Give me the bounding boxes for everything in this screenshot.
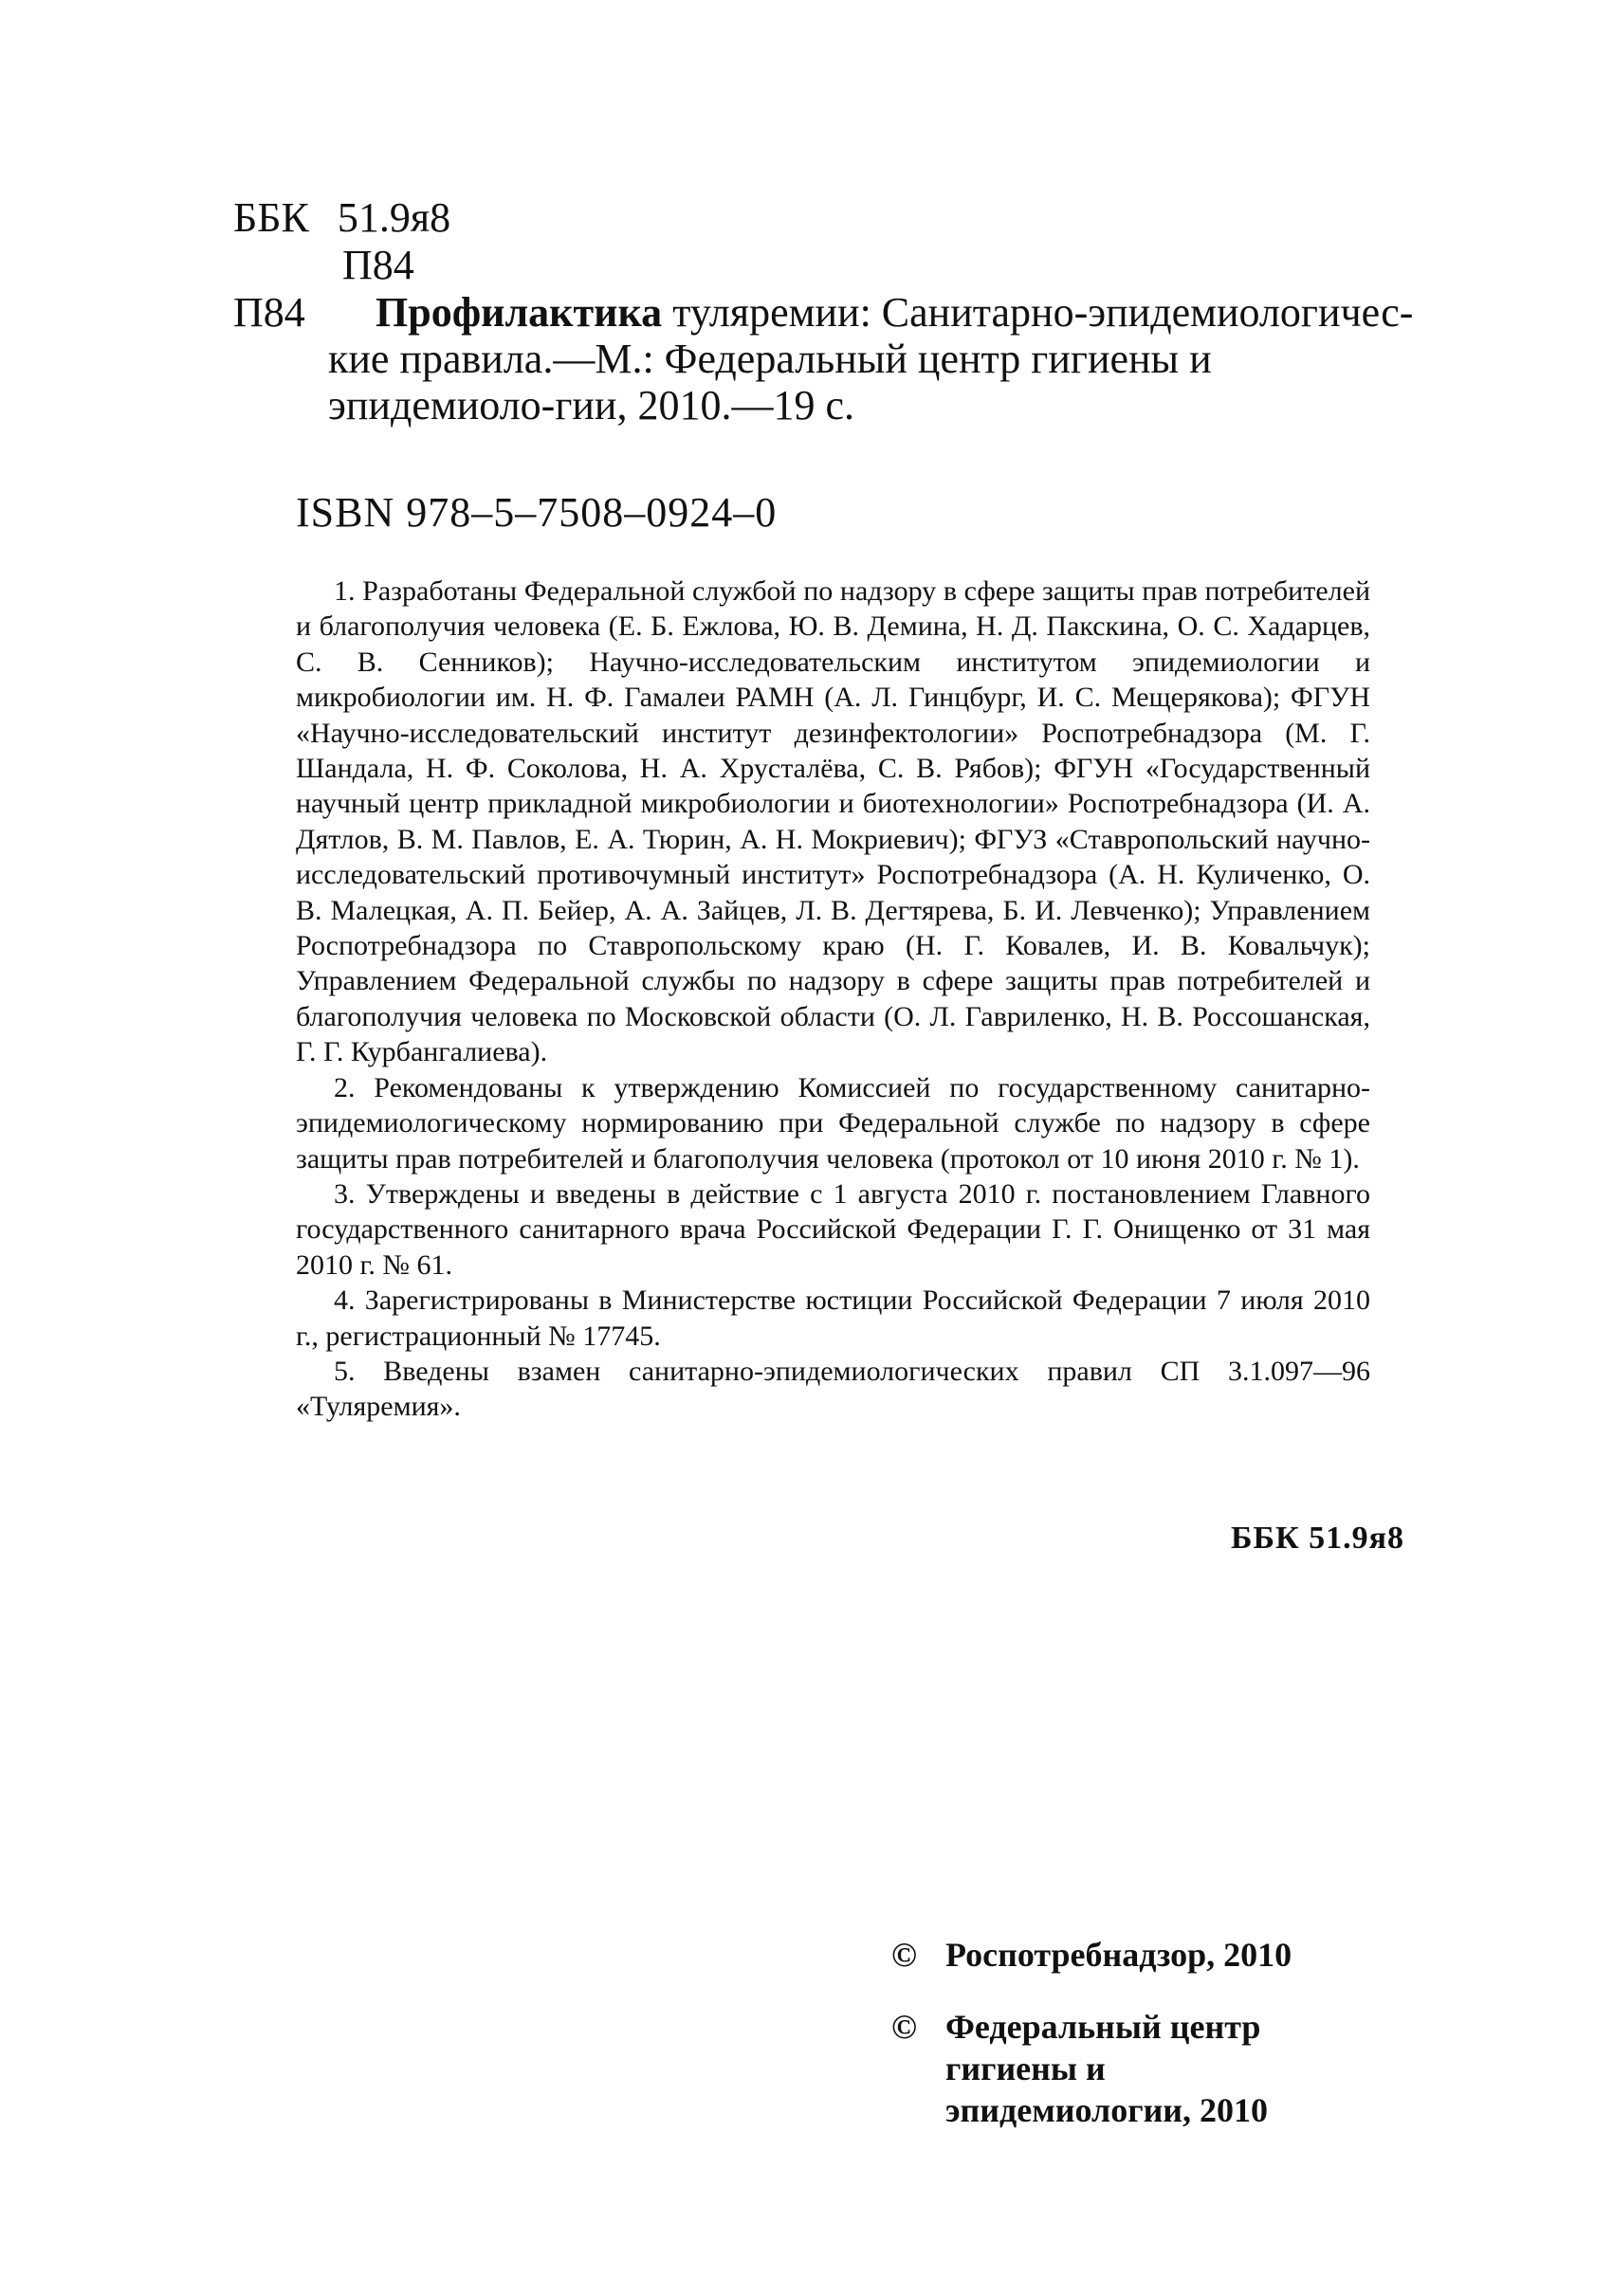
biblio-continuation: кие правила.—М.: Федеральный центр гигиены и эпидемиоло-гии, 2010.—19 с. [328, 336, 1212, 428]
bbk-block [233, 194, 450, 289]
note-item: 2. Рекомендованы к утверждению Комиссией по государственному санитарно-эпидемиологическому нормированию при Федеральной службе по надзору в сфере защиты прав потребителей и благополучия человека (протокол от 10 июня 2010 г. № 1). [296, 1071, 1370, 1175]
copyright-icon: © [891, 2008, 917, 2046]
bbk-code: 51.9я8 [337, 194, 451, 241]
notes-section [296, 574, 1370, 1425]
copyright-text: Роспотребнадзор, 2010 [945, 1936, 1292, 1974]
bibliographic-record [233, 289, 1414, 428]
bbk-label: ББК [233, 194, 309, 241]
biblio-index: П84 [233, 289, 305, 336]
copyright-text: Федеральный центр гигиены и эпидемиологии, 2010 [945, 2008, 1269, 2129]
note-item: 5. Введены взамен санитарно-эпидемиологических правил СП 3.1.097—96 «Туляремия». [296, 1355, 1370, 1423]
author-mark: П84 [342, 242, 414, 288]
copyright-icon: © [891, 1936, 917, 1974]
note-item: 3. Утверждены и введены в действие с 1 августа 2010 г. постановлением Главного государственного санитарного врача Российской Федерации Г. Г. Онищенко от 31 мая 2010 г. № 61. [296, 1177, 1370, 1281]
copyright-block [891, 1934, 1344, 2161]
copyright-line [891, 2006, 1344, 2131]
note-item: 4. Зарегистрированы в Министерстве юстиции Российской Федерации 7 июля 2010 г., регистрационный № 17745. [296, 1285, 1370, 1352]
copyright-line [891, 1934, 1344, 1976]
biblio-title-bold: Профилактика [376, 289, 663, 336]
bbk-right: ББК 51.9я8 [1230, 1521, 1404, 1556]
biblio-description [233, 289, 1414, 428]
note-item: 1. Разработаны Федеральной службой по надзору в сфере защиты прав потребителей и благополучия человека (Е. Б. Ежлова, Ю. В. Демина, Н. Д. Пакскина, О. С. Хадарцев, С. В. Сенников); Научно-исследовательским институтом эпидемиологии и микробиологии им. Н. Ф. Гамалеи РАМН (А. Л. Гинцбург, И. С. Мещерякова); ФГУН «Научно-исследовательский институт дезинфектологии» Роспотребнадзора (М. Г. Шандала, Н. Ф. Соколова, Н. А. Хрусталёва, С. В. Рябов); ФГУН «Государственный научный центр прикладной микробиологии и биотехнологии» Роспотребнадзора (И. А. Дятлов, В. М. Павлов, Е. А. Тюрин, А. Н. Мокриевич); ФГУЗ «Ставропольский научно-исследовательский противочумный институт» Роспотребнадзора (А. Н. Куличенко, О. В. Малецкая, А. П. Бейер, А. А. Зайцев, Л. В. Дегтярева, Б. И. Левченко); Управлением Роспотребнадзора по Ставропольскому краю (Н. Г. Ковалев, И. В. Ковальчук); Управлением Федеральной службы по надзору в сфере защиты прав потребителей и благополучия человека по Московской области (О. Л. Гавриленко, Н. В. Россошанская, Г. Г. Курбангалиева). [296, 575, 1370, 1068]
biblio-title-rest: туляремии: Санитарно-эпидемиологичес- [662, 289, 1414, 336]
isbn: ISBN 978–5–7508–0924–0 [296, 489, 778, 536]
